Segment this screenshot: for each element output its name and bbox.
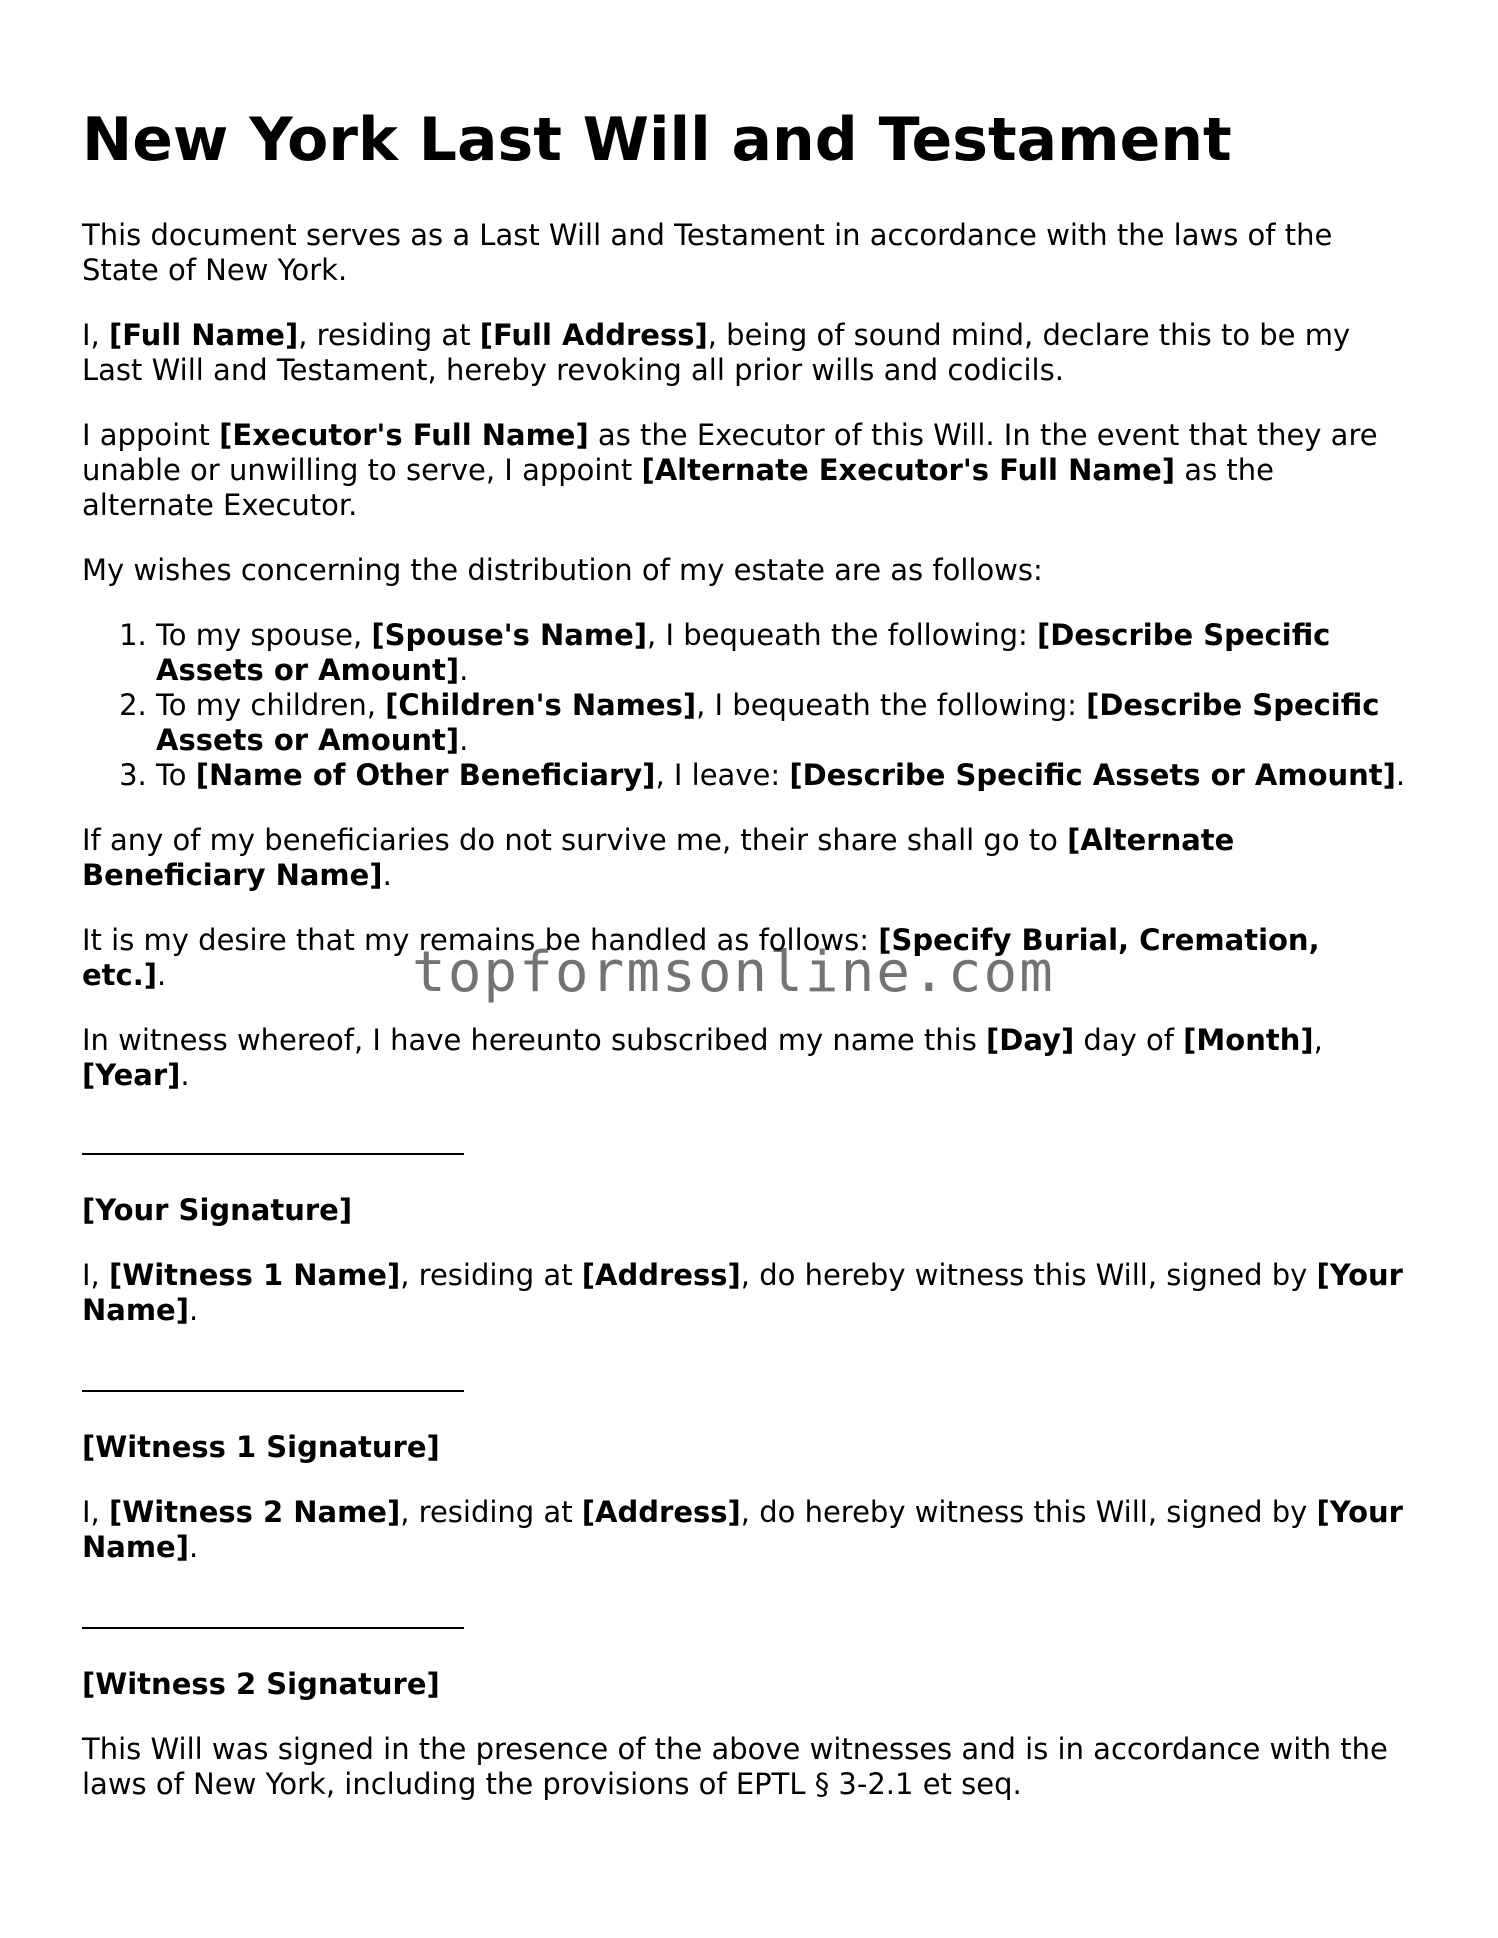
text: I, xyxy=(82,318,109,352)
text: , I leave: xyxy=(655,758,790,792)
text: [Witness 2 Signature] xyxy=(82,1667,440,1701)
witness2-paragraph xyxy=(82,1495,1412,1565)
children-names-placeholder: [Children's Names] xyxy=(385,688,697,722)
document-title: New York Last Will and Testament xyxy=(82,105,1232,175)
text: . xyxy=(459,723,469,757)
document-page xyxy=(82,0,1412,1802)
witness2-name-placeholder: [Witness 2 Name] xyxy=(109,1495,401,1529)
other-beneficiary-placeholder: [Name of Other Beneficiary] xyxy=(195,758,656,792)
text: , do hereby witness this Will, signed by xyxy=(740,1258,1317,1292)
alternate-executor-placeholder: [Alternate Executor's Full Name] xyxy=(641,453,1176,487)
text: . xyxy=(188,1293,199,1327)
month-placeholder: [Month] xyxy=(1183,1023,1314,1057)
witness2-address-placeholder: [Address] xyxy=(581,1495,741,1529)
spouse-name-placeholder: [Spouse's Name] xyxy=(371,618,648,652)
watermark-text: topformsonline.com xyxy=(412,940,1055,1005)
text: as the Executor of this Will. In the event that they are unable or unwilling to serve, I appoint xyxy=(82,418,1378,487)
text: . xyxy=(1395,758,1406,792)
text: I, xyxy=(82,1258,109,1292)
list-item xyxy=(156,618,1412,688)
your-signature-label xyxy=(82,1193,1412,1228)
text: I, xyxy=(82,1495,109,1529)
text: [Your Signature] xyxy=(82,1193,353,1227)
text: , residing at xyxy=(400,1495,582,1529)
assets-placeholder: [Describe Specific Assets or Amount] xyxy=(156,688,1380,757)
full-name-placeholder: [Full Name] xyxy=(109,318,299,352)
text: , do hereby witness this Will, signed by xyxy=(740,1495,1317,1529)
text: day of xyxy=(1074,1023,1184,1057)
text: . xyxy=(459,653,469,687)
text: . xyxy=(188,1530,199,1564)
text: To xyxy=(156,758,196,792)
intro-paragraph: This document serves as a Last Will and Testament in accordance with the laws of the State of New York. xyxy=(82,218,1333,287)
text: [Witness 1 Signature] xyxy=(82,1430,440,1464)
text: To my spouse, xyxy=(156,618,372,652)
signer-name-placeholder: [Your Name] xyxy=(82,1258,1403,1327)
text: , I bequeath the following: xyxy=(696,688,1087,722)
text: , I bequeath the following: xyxy=(647,618,1038,652)
text: If any of my beneficiaries do not survive me, their share shall go to xyxy=(82,823,1068,857)
witness1-name-placeholder: [Witness 1 Name] xyxy=(109,1258,401,1292)
text: , being of sound mind, declare this to be my Last Will and Testament, hereby revoking all prior wills and codicils. xyxy=(82,318,1351,387)
assets-placeholder: [Describe Specific Assets or Amount] xyxy=(156,618,1331,687)
distribution-intro: My wishes concerning the distribution of my estate are as follows: xyxy=(82,553,1043,587)
declaration-paragraph xyxy=(82,318,1412,388)
alternate-beneficiary-placeholder: [Alternate Beneficiary Name] xyxy=(82,823,1235,892)
text: It is my desire that my remains be handled as follows: xyxy=(82,923,879,957)
text: . xyxy=(382,858,392,892)
witness1-address-placeholder: [Address] xyxy=(581,1258,741,1292)
witness2-signature-label xyxy=(82,1667,1412,1702)
signer-name-placeholder: [Your Name] xyxy=(82,1495,1403,1564)
list-item xyxy=(156,688,1412,758)
text: , residing at xyxy=(298,318,480,352)
remains-paragraph xyxy=(82,923,1412,993)
alternate-beneficiary-paragraph xyxy=(82,823,1412,893)
list-item xyxy=(156,758,1412,793)
remains-placeholder: [Specify Burial, Cremation, etc.] xyxy=(82,923,1320,992)
text: , residing at xyxy=(400,1258,582,1292)
witness2-signature-line xyxy=(82,1627,464,1629)
text: I appoint xyxy=(82,418,220,452)
closing-paragraph: This Will was signed in the presence of the above witnesses and is in accordance with the laws of New York, including the provisions of EPTL § 3-2.1 et seq. xyxy=(82,1732,1388,1801)
text: . xyxy=(180,1058,190,1092)
executor-name-placeholder: [Executor's Full Name] xyxy=(219,418,589,452)
year-placeholder: [Year] xyxy=(82,1058,181,1092)
bequest-list xyxy=(82,618,1412,793)
text: as the alternate Executor. xyxy=(82,453,1274,522)
your-signature-line xyxy=(82,1153,464,1155)
witness1-signature-line xyxy=(82,1390,464,1392)
full-address-placeholder: [Full Address] xyxy=(479,318,708,352)
executor-paragraph xyxy=(82,418,1412,523)
text: , xyxy=(1313,1023,1323,1057)
assets-placeholder: [Describe Specific Assets or Amount] xyxy=(789,758,1396,792)
witness1-paragraph xyxy=(82,1258,1412,1328)
text: To my children, xyxy=(156,688,386,722)
day-placeholder: [Day] xyxy=(986,1023,1075,1057)
witness1-signature-label xyxy=(82,1430,1412,1465)
witness-date-paragraph xyxy=(82,1023,1412,1093)
text: In witness whereof, I have hereunto subscribed my name this xyxy=(82,1023,987,1057)
text: . xyxy=(157,958,167,992)
